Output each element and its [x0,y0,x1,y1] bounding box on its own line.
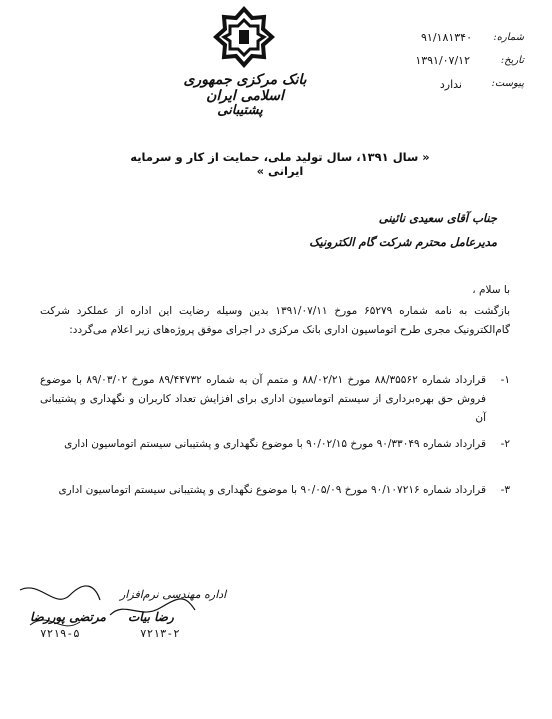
recipient-name: جناب آقای سعیدی نائینی [378,211,497,225]
signature-code-1: ۷۲۱۳-۲ [140,627,180,640]
list-item [40,481,510,500]
recipient-title: مدیرعامل محترم شرکت گام الکترونیک [309,235,497,249]
signature-name-2: مرتضی پوررضا [30,610,106,624]
motto: « سال ۱۳۹۱، سال تولید ملی، حمایت از کار و سرمایه ایرانی » [130,150,430,178]
signature-code-2: ۷۲۱۹-۵ [40,627,80,640]
number-value: ۹۱/۱۸۱۳۴۰ [421,31,472,44]
list-item-number: ۱- [500,374,510,386]
date-value: ۱۳۹۱/۰۷/۱۲ [415,54,470,67]
attachment-value: ندارد [439,78,462,91]
signature-name-1: رضا بیات [128,610,174,624]
list-item-text: قرارداد شماره ۹۰/۳۳۰۴۹ مورخ ۹۰/۰۲/۱۵ با موضوع نگهداری و پشتیبانی سیستم اتوماسیون اداری [64,438,486,450]
attachment-label: پیوست: [491,78,524,89]
list-item-number: ۳- [500,484,510,496]
number-label: شماره: [493,32,524,43]
department-name: پشتیبانی [217,103,263,118]
signature-department: اداره مهندسی نرم‌افزار [120,588,227,601]
greeting: با سلام ، [472,284,510,296]
list-item-text: قرارداد شماره ۹۰/۱۰۷۲۱۶ مورخ ۹۰/۰۵/۰۹ با موضوع نگهداری و پشتیبانی سیستم اتوماسیون اداری [58,484,486,496]
list-item [40,435,510,454]
bank-emblem-icon [212,6,276,68]
bank-name: بانک مرکزی جمهوری اسلامی ایران [183,72,307,104]
intro-paragraph: بازگشت به نامه شماره ۶۵۲۷۹ مورخ ۱۳۹۱/۰۷/۱۱ بدین وسیله رضایت این اداره از عملکرد شرکت گام‌الکترونیک مجری طرح اتوماسیون اداری بانک مرکزی در اجرای موفق پروژه‌های زیر اعلام می‌گردد: [40,305,511,336]
date-label: تاریخ: [500,55,524,66]
list-item-number: ۲- [500,438,510,450]
list-item-text: قرارداد شماره ۸۸/۳۵۵۶۲ مورخ ۸۸/۰۲/۲۱ و متمم آن به شماره ۸۹/۴۴۷۳۲ مورخ ۸۹/۰۳/۰۲ با موضوع فروش حق بهره‌برداری از سیستم اتوماسیون اداری برای افزایش تعداد کاربران و نگهداری و پشتیبانی آن [40,374,486,424]
list-item [40,371,510,428]
